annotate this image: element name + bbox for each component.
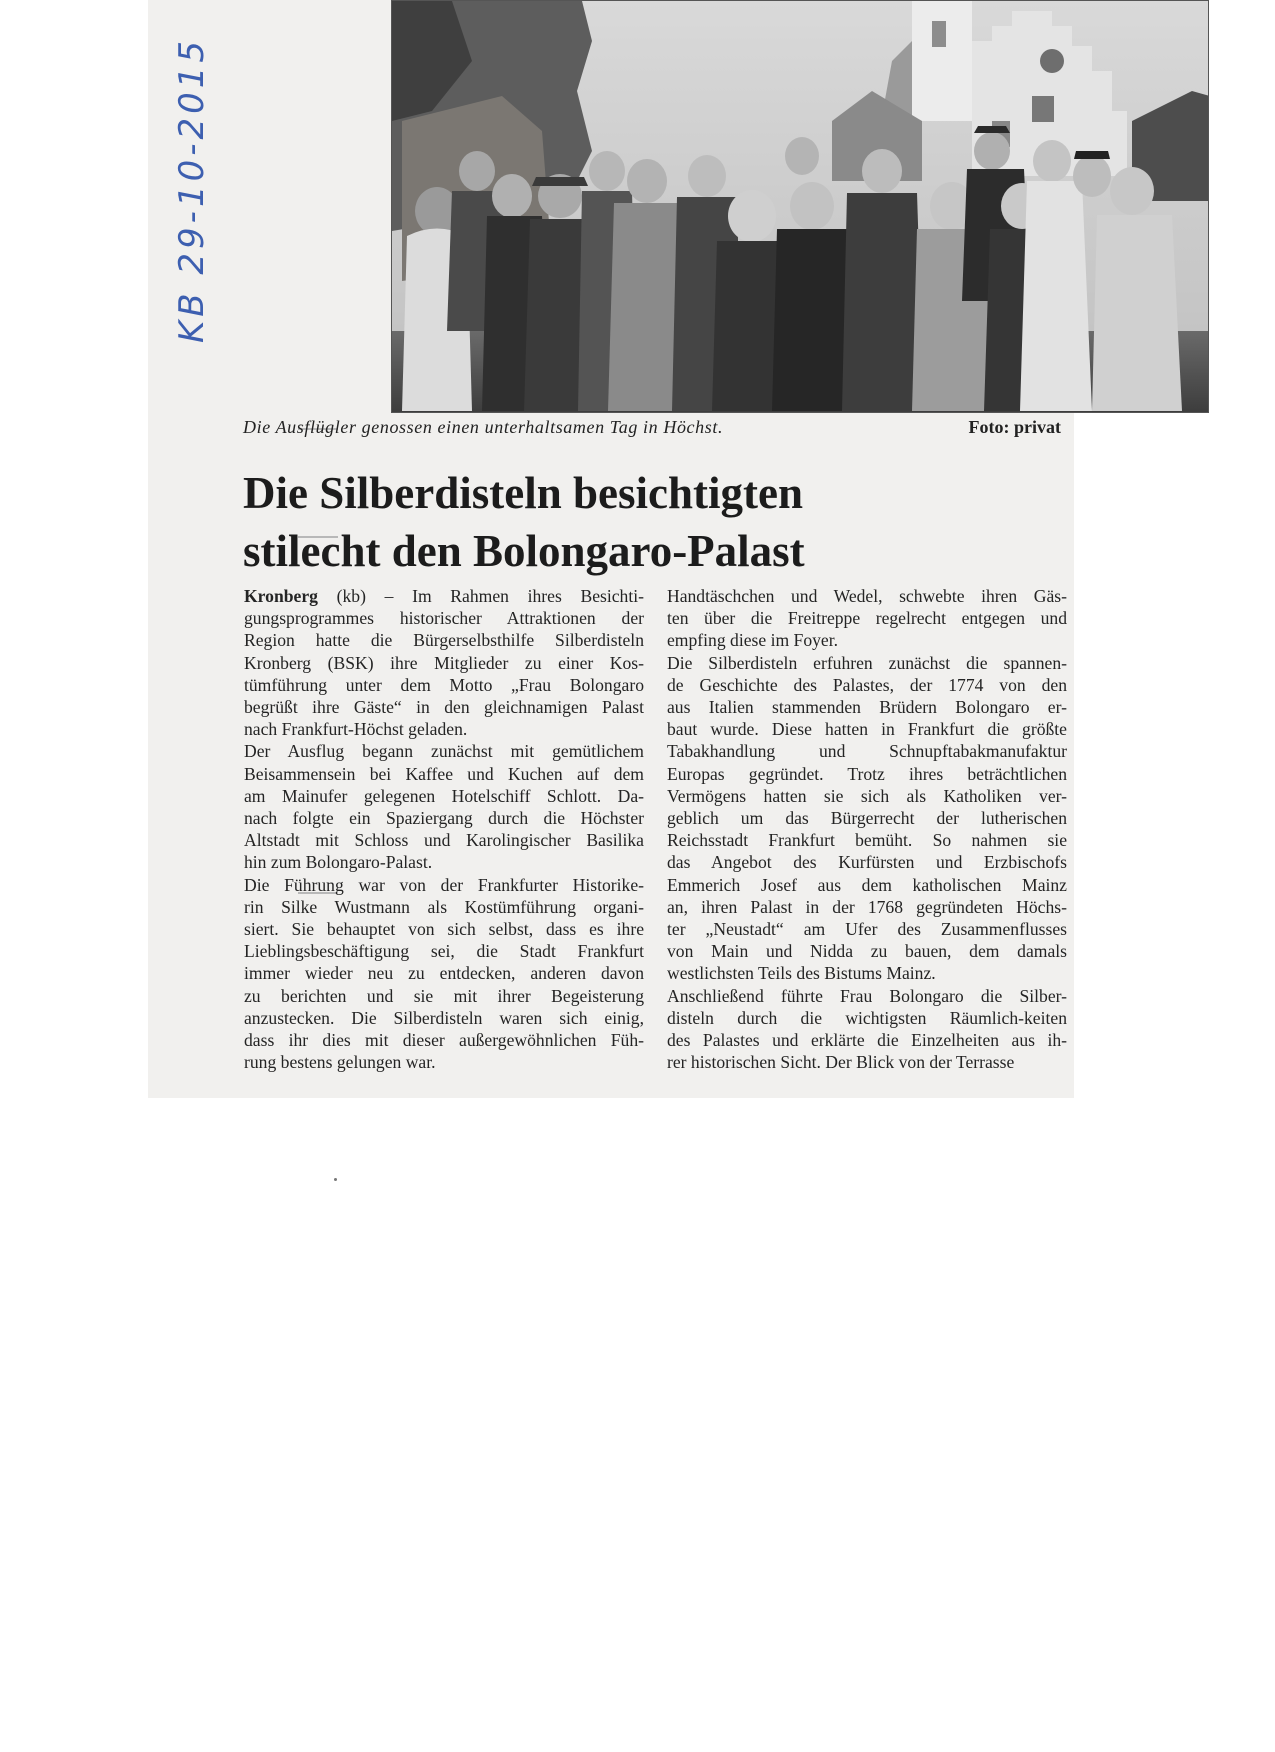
article-line: zu berichten und sie mit ihrer Begeisterung: [244, 985, 644, 1006]
photo-caption-row: [243, 417, 1061, 443]
article-column-left: [244, 585, 644, 1073]
article-line: Vermögens hatten sie sich als Katholiken ver-: [667, 785, 1067, 806]
article-column-right: [667, 585, 1067, 1073]
article-line: disteln durch die wichtigsten Räumlich-keiten: [667, 1007, 1067, 1028]
article-dateline: Kronberg: [244, 586, 318, 606]
article-line: Tabakhandlung und Schnupftabakmanufaktur: [667, 741, 1067, 762]
group-photo-illustration: [392, 1, 1209, 413]
article-headline: [243, 464, 1073, 580]
headline-line-1: Die Silberdisteln besichtigten: [243, 468, 803, 518]
article-line: de Geschichte des Palastes, der 1774 von den: [667, 674, 1067, 695]
article-line: Die Führung war von der Frankfurter Historike-: [244, 874, 644, 895]
article-line: gungsprogrammes historischer Attraktionen der: [244, 608, 644, 629]
scan-speck: [334, 1178, 337, 1181]
article-line: empfing diese im Foyer.: [667, 630, 839, 651]
article-line: siert. Sie behauptet von sich selbst, dass es ihre: [244, 919, 644, 940]
article-line: des Palastes und erklärte die Einzelheiten aus ih-: [667, 1030, 1067, 1051]
article-line: ter „Neustadt“ am Ufer des Zusammenflusses: [667, 919, 1067, 940]
article-line: tümführung unter dem Motto „Frau Bolongaro: [244, 674, 644, 695]
photo-caption: Die Ausflügler genossen einen unterhaltsamen Tag in Höchst.: [243, 417, 724, 437]
article-line: Europas gegründet. Trotz ihres beträchtlichen: [667, 763, 1067, 784]
article-line: nach Frankfurt-Höchst geladen.: [244, 719, 468, 740]
article-line: nach folgte ein Spaziergang durch die Höchster: [244, 808, 644, 829]
article-line: Kronberg (BSK) ihre Mitglieder zu einer Kos-: [244, 652, 644, 673]
article-line: baut wurde. Diese hatten in Frankfurt die größte: [667, 719, 1067, 740]
article-paragraph: [244, 585, 644, 740]
article-line: Emmerich Josef aus dem katholischen Mainz: [667, 874, 1067, 895]
article-line: dass ihr dies mit dieser außergewöhnlichen Füh-: [244, 1030, 644, 1051]
handwritten-date-text: KB 29-10-2015: [172, 36, 212, 344]
article-line: immer wieder neu zu entdecken, anderen davon: [244, 963, 644, 984]
article-line: Der Ausflug begann zunächst mit gemütlichem: [244, 741, 644, 762]
article-paragraph: [667, 985, 1067, 1074]
article-line: ten über die Freitreppe regelrecht entgegen und: [667, 608, 1067, 629]
handwritten-date-note: [152, 10, 232, 370]
article-paragraph: [244, 874, 644, 1074]
article-line: an, ihren Palast in der 1768 gegründeten Höchs-: [667, 896, 1067, 917]
article-line: Anschließend führte Frau Bolongaro die Silber-: [667, 985, 1067, 1006]
article-line: Beisammensein bei Kaffee und Kuchen auf dem: [244, 763, 644, 784]
article-line: rung bestens gelungen war.: [244, 1052, 436, 1073]
article-line: Altstadt mit Schloss und Karolingischer Basilika: [244, 830, 644, 851]
article-paragraph: [667, 652, 1067, 985]
article-line: rer historischen Sicht. Der Blick von der Terrasse: [667, 1052, 1015, 1073]
article-line: westlichsten Teils des Bistums Mainz.: [667, 963, 936, 984]
article-line: Lieblingsbeschäftigung sei, die Stadt Frankfurt: [244, 941, 644, 962]
article-paragraph: [244, 740, 644, 873]
headline-line-2: stilecht den Bolongaro-Palast: [243, 526, 805, 576]
article-paragraph: [667, 585, 1067, 652]
article-line: hin zum Bolongaro-Palast.: [244, 852, 433, 873]
photo-credit: Foto: privat: [968, 417, 1061, 437]
article-line: Reichsstadt Frankfurt bemüht. So nahmen sie: [667, 830, 1067, 851]
article-line: Region hatte die Bürgerselbsthilfe Silberdisteln: [244, 630, 644, 651]
article-line: Kronberg (kb) – Im Rahmen ihres Besichti-: [244, 586, 644, 606]
article-line: begrüßt ihre Gäste“ in den gleichnamigen Palast: [244, 697, 644, 718]
article-line: geblich um das Bürgerrecht der lutherischen: [667, 808, 1067, 829]
article-line: Handtäschchen und Wedel, schwebte ihren Gäs-: [667, 586, 1067, 606]
article-line: aus Italien stammenden Brüdern Bolongaro er-: [667, 697, 1067, 718]
article-line: von Main und Nidda zu bauen, dem damals: [667, 941, 1067, 962]
article-line: rin Silke Wustmann als Kostümführung organi-: [244, 896, 644, 917]
article-line: am Mainufer gelegenen Hotelschiff Schlott. Da-: [244, 785, 644, 806]
article-line: Die Silberdisteln erfuhren zunächst die spannen-: [667, 652, 1067, 673]
article-line: das Angebot des Kurfürsten und Erzbischofs: [667, 852, 1067, 873]
group-photo: [391, 0, 1209, 413]
article-line: anzustecken. Die Silberdisteln waren sich einig,: [244, 1007, 644, 1028]
